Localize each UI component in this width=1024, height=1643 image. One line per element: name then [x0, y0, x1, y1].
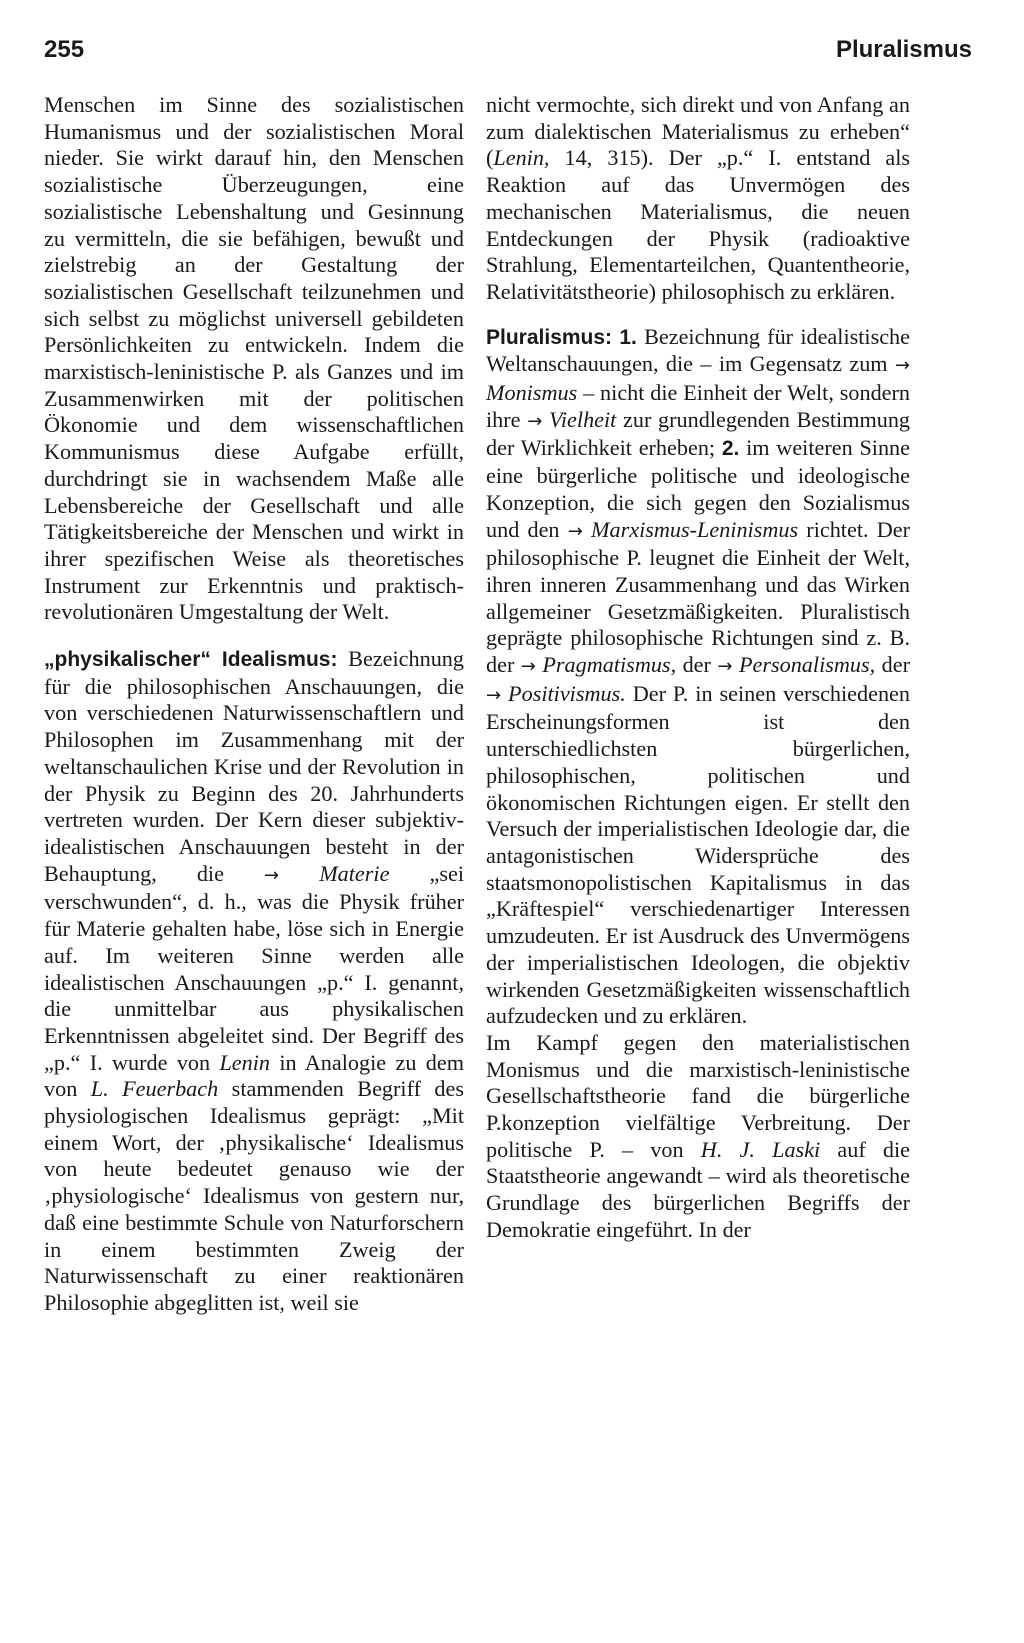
entry-text: der [875, 652, 910, 678]
cross-reference-arrow-icon: → [264, 864, 280, 886]
entry-text: zur grundlegenden Bestimmung der Wirklichkeit erheben; [486, 406, 911, 461]
entry-text: richtet. Der philosophische P. leugnet die Einheit der Welt, ihren inneren Zusammenhang und das Wirken allgemeiner Gesetzmäßigkeiten. Pluralistisch geprägte philosophische Richtungen sind z. B. der [486, 516, 910, 678]
continuation-text: nicht vermochte, sich direkt und von Anfang an zum dialektischen Materialismus zu erheben“ ( [486, 92, 910, 171]
person-name-laski: H. J. Laski [700, 1136, 821, 1162]
entry-pluralismus [486, 324, 910, 1030]
entry-lemma: Pluralismus: [486, 325, 613, 349]
entry-text: der [676, 652, 718, 678]
entry-text: Bezeichnung für idealistische Weltanschauungen, die – im Gegensatz zum [486, 323, 910, 377]
cross-reference-vielheit: Vielheit [548, 406, 617, 432]
paragraph-pluralismus-2 [486, 1030, 910, 1244]
cross-reference-arrow-icon: → [520, 656, 536, 678]
entry-continuation-right [486, 92, 910, 306]
cross-reference-arrow-icon: → [527, 410, 543, 432]
cross-reference-materie: Materie [319, 860, 390, 886]
cross-reference-pragmatismus: Pragmatismus, [542, 652, 677, 678]
page-header [44, 36, 972, 70]
entry-text: Bezeichnung für die philosophischen Anschauungen, die von verschiedenen Naturwissenschaftlern und Philosophen im Zusammenhang mit der weltanschaulichen Krise und der Revolution in der Physik zu Beginn des 20. Jahrhunderts vertreten wurden. Der Kern dieser subjektiv-idealistischen Anschauungen besteht in der Behauptung, die [44, 646, 464, 886]
entry-lemma: „physikalischer“ Idealismus: [44, 648, 338, 672]
entry-text: stammenden Begriff des physiologischen Idealismus geprägt: „Mit einem Wort, der ‚physikalische‘ Idealismus von heute bedeutet genauso wie der ‚physiologische‘ Idealismus von gestern nur, daß eine bestimmte Schule von Naturforschern in einem bestimmten Zweig der Naturwissenschaft zu einer reaktionären Philosophie abgeglitten ist, weil sie [44, 1076, 465, 1315]
right-column [486, 92, 910, 1244]
entry-continuation-left [44, 92, 464, 626]
cross-reference-arrow-icon: → [894, 355, 910, 377]
entry-text: – nicht die Einheit der Welt, sondern ihre [486, 380, 910, 432]
entry-text: „sei verschwunden“, d. h., was die Physik früher für Materie gehalten habe, löse sich in Energie auf. Im weiteren Sinne werden alle idealistischen Anschauungen „p.“ I. genannt, die unmittelbar aus physikalischen Erkenntnissen abgeleitet sind. Der Begriff des „p.“ I. wurde von [44, 860, 465, 1075]
cross-reference-arrow-icon: → [486, 684, 502, 706]
cross-reference-arrow-icon: → [717, 656, 733, 678]
entry-text: Der P. in seinen verschiedenen Erscheinungsformen ist den unterschiedlichsten bürgerlichen, philosophischen, politischen und ökonomischen Richtungen eigen. Er stellt den Versuch der imperialistischen Ideologie dar, die antagonistischen Widersprüche des staatsmonopolistischen Kapitalismus in das „Kräftespiel“ verschiedenartiger Interessen umzudeuten. Er ist Ausdruck des Unvermögens der imperialistischen Ideologen, die objektiv wirkenden Gesetzmäßigkeiten wissenschaftlich aufzudecken und zu erklären. [486, 680, 911, 1029]
page-number: 255 [44, 36, 85, 63]
cross-reference-positivismus: Positivismus. [508, 680, 626, 706]
entry-physikalischer-idealismus [44, 646, 464, 1317]
cross-reference-personalismus: Personalismus, [738, 652, 876, 678]
entry-text: in Analogie zu dem von [44, 1049, 464, 1102]
paragraph-text: Im Kampf gegen den materialistischen Monismus und die marxistisch-leninistische Gesellschaftstheorie fand die bürgerliche P.konzeption vielfältige Verbreitung. Der politische P. – von [486, 1029, 910, 1162]
cross-reference-marxismus-leninismus: Marxismus-Leninismus [591, 516, 799, 542]
entry-text: im weiteren Sinne eine bürgerliche politische und ideologische Konzeption, die sich gegen den Sozialismus und den [486, 435, 910, 542]
citation-lenin: Lenin, [493, 145, 550, 171]
sense-number: 2. [721, 437, 740, 461]
running-head: Pluralismus [835, 36, 972, 63]
cross-reference-arrow-icon: → [567, 520, 583, 542]
continuation-text: Menschen im Sinne des sozialistischen Humanismus und der sozialistischen Moral nieder. Sie wirkt darauf hin, den Menschen sozialistische Überzeugungen, eine sozialistische Lebenshaltung und Gesinnung zu vermitteln, die sie befähigen, bewußt und zielstrebig an der Gestaltung der sozialistischen Gesellschaft teilzunehmen und sich selbst zu möglichst universell gebildeten Persönlichkeiten zu entwickeln. Indem die marxistisch-leninistische P. als Ganzes und im Zusammenwirken mit der politischen Ökonomie und dem wissenschaftlichen Kommunismus diese Aufgabe erfüllt, durchdringt sie in wachsendem Maße alle Lebensbereiche der Gesellschaft und alle Tätigkeitsbereiche der Menschen und wirkt in ihrer spezifischen Weise als theoretisches Instrument zur Erkenntnis und praktisch-revolutionären Umgestaltung der Welt. [44, 92, 464, 625]
cross-reference-monismus: Monismus [486, 380, 578, 406]
left-column [44, 92, 464, 1335]
paragraph-text: auf die Staatstheorie angewandt – wird als theoretische Grundlage des bürgerlichen Begriffs der Demokratie eingeführt. In der [486, 1136, 910, 1242]
continuation-text: 14, 315). Der „p.“ I. entstand als Reaktion auf das Unvermögen des mechanischen Materialismus, die neuen Entdeckungen der Physik (radioaktive Strahlung, Elementarteilchen, Quantentheorie, Relativitätstheorie) philosophisch zu erklären. [486, 145, 910, 304]
person-name-lenin: Lenin [219, 1049, 271, 1075]
person-name-feuerbach: L. Feuerbach [90, 1076, 219, 1102]
sense-number: 1. [619, 325, 637, 349]
